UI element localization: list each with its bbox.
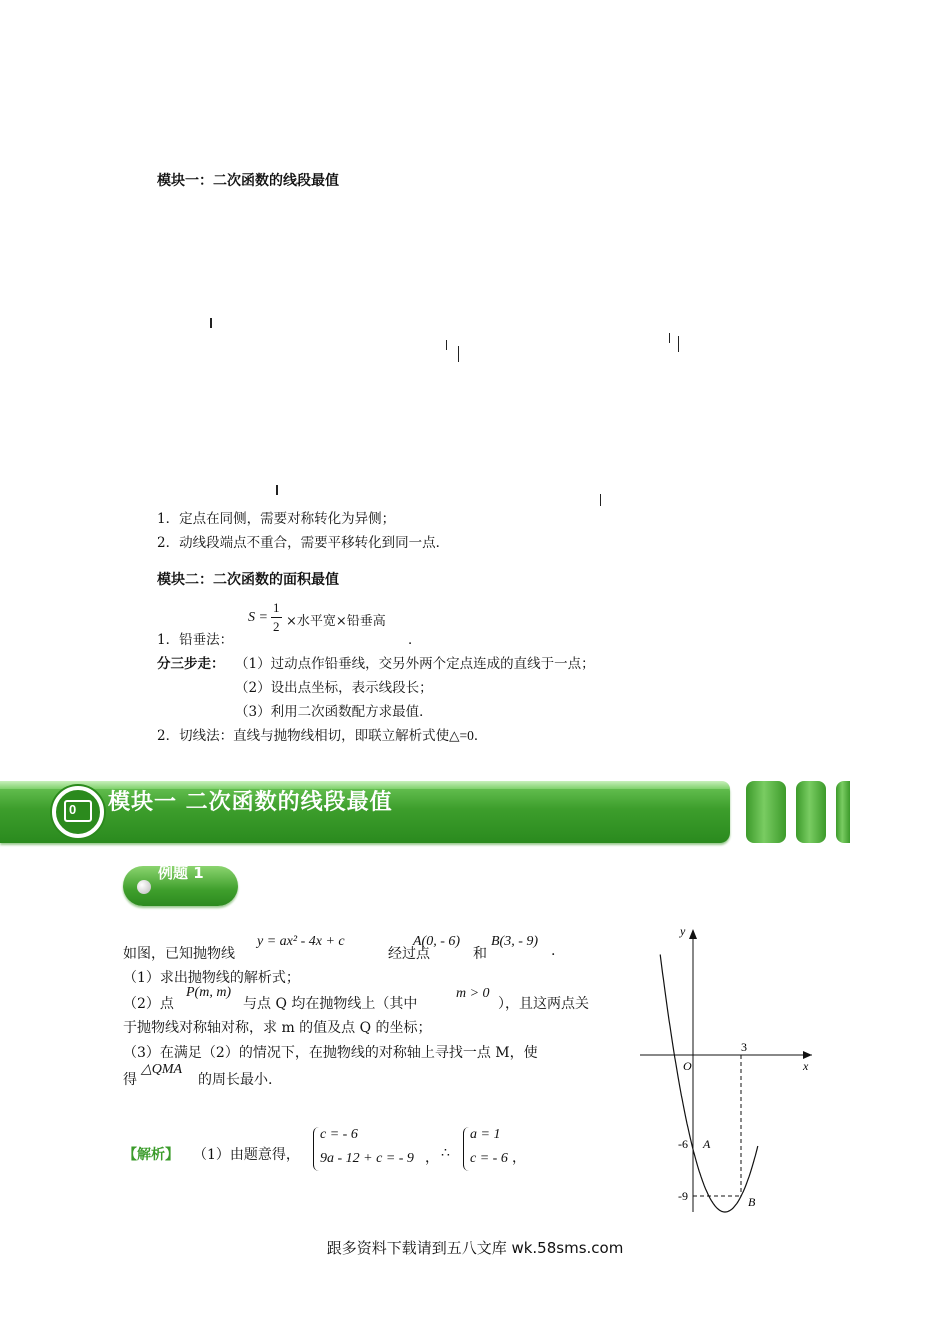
question-2 (123, 985, 623, 1014)
tick-neg9-label: -9 (678, 1189, 688, 1203)
question-2-line-2: 于抛物线对称轴对称，求 m 的值及点 Q 的坐标； (123, 1020, 432, 1036)
module2-heading: 模块二：二次函数的面积最值 (157, 572, 339, 588)
banner-block (746, 781, 786, 843)
q2-middle: 与点 Q 均在抛物线上（其中 (243, 996, 418, 1012)
brace-left-2 (463, 1127, 470, 1171)
point-a: A(0, - 6) (413, 934, 461, 949)
module1-point-1: 1．定点在同侧，需要对称转化为异侧； (157, 511, 396, 527)
comma-1: ， (425, 1150, 439, 1166)
origin-label: O (683, 1059, 692, 1073)
solution-tag: 【解析】 (123, 1147, 179, 1163)
therefore-sign: ∴ (441, 1145, 450, 1161)
brace-left-1 (313, 1127, 320, 1171)
solution (123, 1125, 543, 1175)
solution-text: （1）由题意得， (193, 1147, 300, 1163)
q3-suffix: 的周长最小. (198, 1072, 273, 1088)
three-steps-label: 分三步走： (157, 656, 225, 672)
scan-mark (210, 318, 212, 328)
x-axis-label: x (803, 1059, 809, 1073)
system2-eq2: c = - 6 (470, 1151, 508, 1166)
system1-eq2: 9a - 12 + c = - 9 (320, 1151, 414, 1166)
problem-and: 和 (473, 946, 487, 962)
y-axis-arrow (689, 929, 697, 939)
q3-prefix: 得 (123, 1072, 137, 1088)
example-label: 例题 1 (158, 864, 204, 882)
method2-text: 2．切线法：直线与抛物线相切，即联立解析式使 (157, 728, 450, 744)
step-2: （2）设出点坐标，表示线段长； (235, 680, 433, 696)
pill-dot-icon (137, 880, 151, 894)
method2-end: ． (473, 728, 488, 744)
point-b-label: B (748, 1195, 756, 1209)
scan-mark (446, 340, 447, 350)
method2-line (157, 724, 487, 744)
y-axis-label: y (680, 924, 686, 938)
question-1: （1）求出抛物线的解析式； (123, 970, 300, 986)
method1-label: 1．铅垂法： (157, 632, 234, 648)
scan-mark (678, 336, 679, 352)
banner-block (836, 781, 850, 843)
system2-eq1: a = 1 (470, 1127, 501, 1142)
parabola-equation: y = ax² - 4x + c (257, 934, 345, 949)
parabola-curve (660, 955, 758, 1213)
x-axis-arrow (803, 1051, 812, 1059)
footer: 跟多资料下载请到五八文库 wk.58sms.com (326, 1239, 624, 1257)
banner-title: 模块一 二次函数的线段最值 (108, 790, 393, 815)
question-3-line-2 (123, 1062, 423, 1090)
formula-numerator: 1 (273, 600, 280, 615)
m-condition: m > 0 (456, 986, 490, 1001)
badge-number: 0 (69, 802, 77, 817)
step-3: （3）利用二次函数配方求最值． (235, 704, 433, 720)
scan-mark (669, 333, 670, 343)
q2-prefix: （2）点 (123, 996, 174, 1012)
module1-point-2: 2．动线段端点不重合，需要平移转化到同一点． (157, 535, 450, 551)
banner-block (796, 781, 826, 843)
problem-intro: 如图，已知抛物线 (123, 946, 235, 962)
formula-end: ． (408, 632, 422, 648)
comma-2: ， (512, 1150, 526, 1166)
step-1: （1）过动点作铅垂线，交另外两个定点连成的直线于一点； (235, 656, 595, 672)
point-b: B(3, - 9) (491, 934, 539, 949)
point-p: P(m, m) (186, 985, 232, 1000)
tick-3-label: 3 (741, 1040, 747, 1054)
system1-eq1: c = - 6 (320, 1127, 358, 1142)
method2-condition: △=0 (449, 728, 474, 743)
point-a-label: A (703, 1137, 711, 1151)
scan-mark (600, 494, 601, 506)
parabola-graph (630, 920, 830, 1220)
problem-line-1 (123, 934, 623, 962)
question-3: （3）在满足（2）的情况下，在抛物线的对称轴上寻找一点 M，使 (123, 1045, 538, 1061)
formula-denominator: 2 (273, 619, 280, 634)
formula-rhs: ×水平宽×铅垂高 (286, 614, 386, 629)
triangle-qma: △QMA (141, 1062, 183, 1077)
scan-mark (276, 485, 278, 495)
tick-neg6-label: -6 (678, 1137, 688, 1151)
scan-mark (458, 346, 459, 362)
module1-heading: 模块一：二次函数的线段最值 (157, 173, 339, 189)
formula-lhs: S = (248, 610, 268, 625)
q2-suffix: ），且这两点关 (498, 996, 589, 1012)
problem-passes: 经过点 (388, 946, 430, 962)
problem-period: . (551, 943, 556, 959)
fraction-bar (271, 617, 282, 618)
